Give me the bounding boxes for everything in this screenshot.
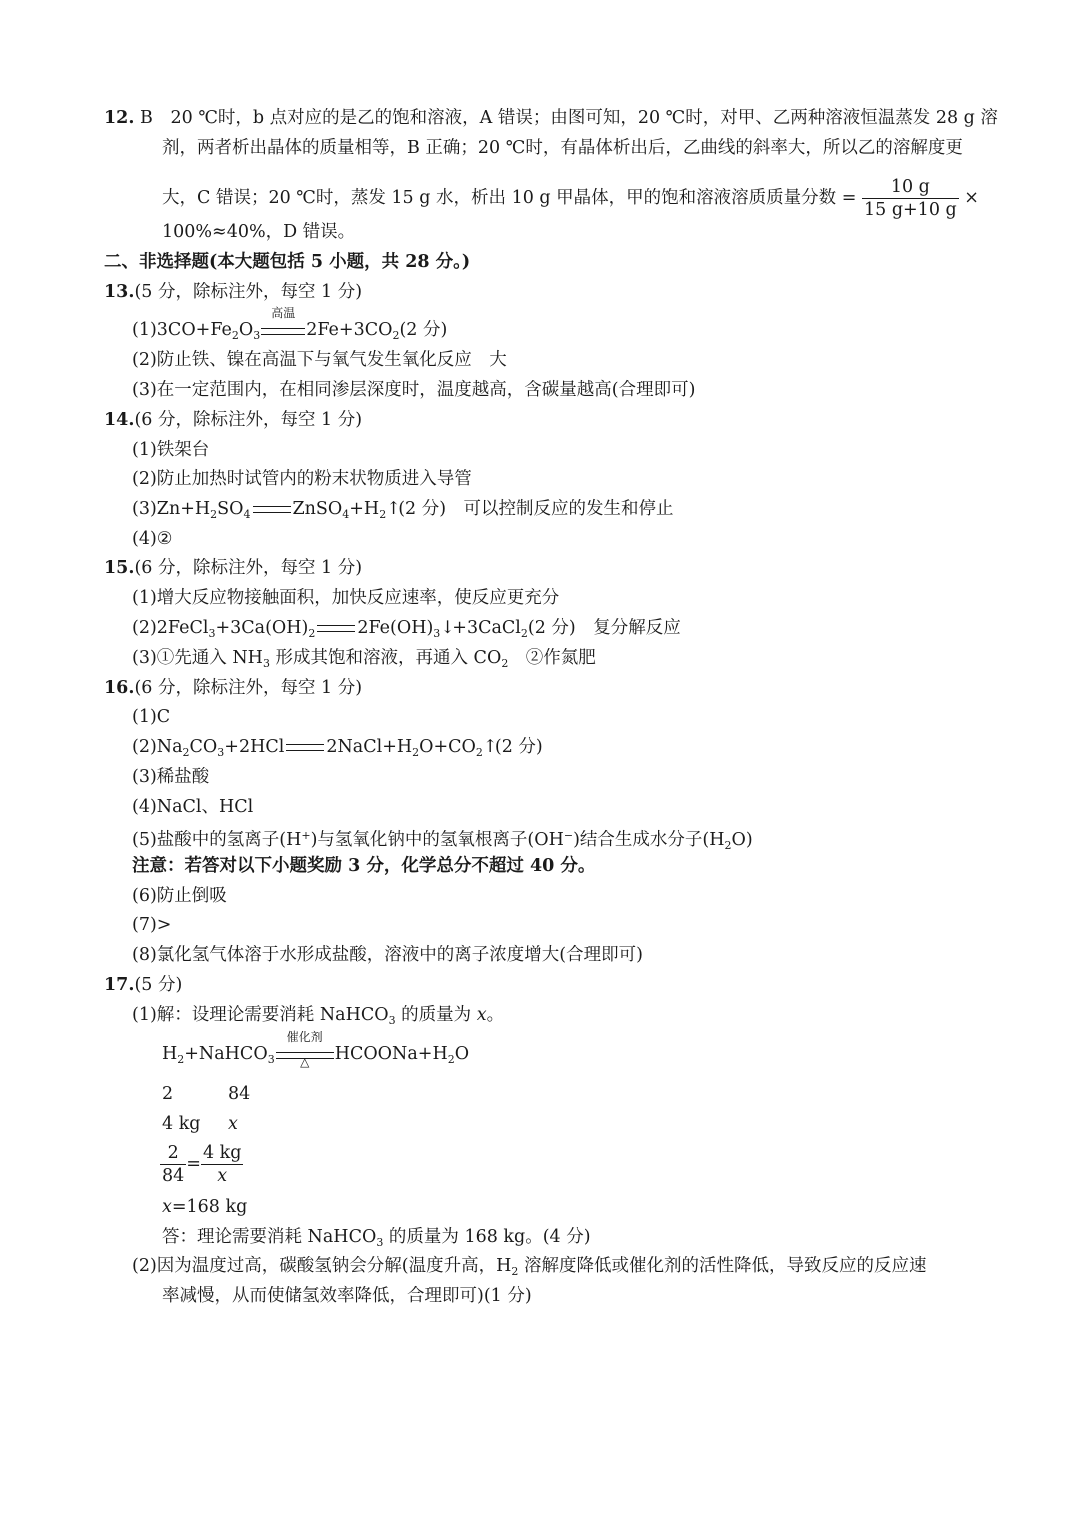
subscript: 2 xyxy=(210,508,218,521)
q15-a3-tail: ②作氮肥 xyxy=(508,648,596,668)
subscript: 3 xyxy=(217,746,225,759)
subscript: 2 xyxy=(501,657,509,670)
q14-answer-1: (1)铁架台 xyxy=(132,440,210,460)
q13-header xyxy=(104,280,362,304)
gas-up-arrow-icon: ↑ xyxy=(386,499,401,519)
fraction-numerator: 2 xyxy=(160,1142,186,1165)
q17-eq-text: HCOONa+H xyxy=(334,1044,448,1064)
q17-a2-text: 溶解度降低或催化剂的活性降低，导致反应的反应速 xyxy=(518,1256,927,1276)
q13-number: 13. xyxy=(104,282,135,302)
q15-a2-text: +3CaCl xyxy=(452,618,521,638)
q15-number: 15. xyxy=(104,558,135,578)
q13-a1-text: (1)3CO+Fe xyxy=(132,320,232,340)
q12-answer: B xyxy=(140,108,153,128)
q12-line3 xyxy=(162,176,979,221)
q15-a2-tail: (2 分) 复分解反应 xyxy=(527,618,681,638)
q16-answer-6: (6)防止倒吸 xyxy=(132,886,227,906)
subscript: 2 xyxy=(511,1265,519,1278)
q17-a2-text: (2)因为温度过高，碳酸氢钠会分解(温度升高，H xyxy=(132,1256,512,1276)
q17-a1-text: 。 xyxy=(486,1005,505,1025)
heating-symbol: △ xyxy=(300,1054,310,1069)
q14-answer-3 xyxy=(132,497,674,527)
q17-score-note: (5 分) xyxy=(134,975,183,995)
section-heading: 二、非选择题(本大题包括 5 小题，共 28 分。) xyxy=(104,252,471,272)
q14-score-note: (6 分，除标注外，每空 1 分) xyxy=(134,410,363,430)
q17-result-value: =168 kg xyxy=(171,1197,248,1217)
q14-a3-tail: (2 分) 可以控制反应的发生和停止 xyxy=(398,499,674,519)
q14-a3-text: (3)Zn+H xyxy=(132,499,211,519)
q13-a1-text: 2Fe+3CO xyxy=(306,320,393,340)
q14-a3-text: +H xyxy=(349,499,380,519)
q15-answer-3 xyxy=(132,646,596,676)
q17-fraction-1 xyxy=(160,1142,186,1187)
subscript: 2 xyxy=(724,839,732,852)
q15-a3-text: 形成其饱和溶液，再通入 CO xyxy=(269,648,502,668)
q16-number: 16. xyxy=(104,678,135,698)
fraction-numerator: 4 kg xyxy=(202,1143,242,1163)
q17-ratio-value: 4 kg xyxy=(162,1114,201,1134)
q16-answer-1: (1)C xyxy=(132,707,171,727)
q17-eq-text: +NaHCO xyxy=(184,1044,268,1064)
superscript: − xyxy=(563,829,574,842)
q14-header xyxy=(104,408,362,432)
q16-answer-5 xyxy=(132,824,753,858)
q17-result xyxy=(162,1195,247,1219)
q16-a5-text: O) xyxy=(731,830,753,850)
gas-up-arrow-icon: ↑ xyxy=(482,737,498,757)
q16-a2-score: (2 分) xyxy=(494,737,543,757)
subscript: 3 xyxy=(388,1014,396,1027)
variable-x: x xyxy=(228,1114,238,1134)
double-line-equals xyxy=(286,744,324,751)
q17-ratio-value: 84 xyxy=(228,1084,251,1104)
q17-ratio-row-2 xyxy=(162,1112,238,1136)
q13-score-note: (5 分，除标注外，每空 1 分) xyxy=(134,282,363,302)
variable-x: x xyxy=(476,1005,487,1025)
subscript: 2 xyxy=(177,1053,185,1066)
q15-a2-text: 2Fe(OH) xyxy=(357,618,434,638)
subscript: 2 xyxy=(379,508,387,521)
q14-number: 14. xyxy=(104,410,135,430)
q17-fraction-2 xyxy=(201,1142,244,1187)
q13-answer-3: (3)在一定范围内，在相同渗层深度时，温度越高，含碳量越高(合理即可) xyxy=(132,380,696,400)
q16-a2-text: O+CO xyxy=(419,737,476,757)
reaction-condition-arrow xyxy=(276,1029,334,1069)
q17-a1-text: 的质量为 xyxy=(395,1005,477,1025)
q16-a5-text: (5)盐酸中的氢离子(H xyxy=(132,830,302,850)
q16-a2-text: (2)Na xyxy=(132,737,183,757)
q17-answer-1-intro xyxy=(132,1003,504,1033)
q12-fraction xyxy=(862,176,959,221)
q14-answer-4: (4)② xyxy=(132,529,173,549)
reaction-catalyst: 催化剂 xyxy=(286,1029,323,1044)
equals-sign: = xyxy=(186,1154,201,1174)
q17-ans-text: 的质量为 168 kg。(4 分) xyxy=(383,1227,591,1247)
subscript: 3 xyxy=(267,1053,275,1066)
q16-answer-3: (3)稀盐酸 xyxy=(132,767,210,787)
q15-answer-2 xyxy=(132,616,681,646)
q12-text-3: 大，C 错误；20 ℃时，蒸发 15 g 水，析出 10 g 甲晶体，甲的饱和溶液溶质质量分数 = xyxy=(162,188,857,208)
subscript: 2 xyxy=(520,627,528,640)
subscript: 3 xyxy=(376,1236,384,1249)
q13-answer-2: (2)防止铁、镍在高温下与氧气发生氧化反应 大 xyxy=(132,350,507,370)
q17-ratio-row-1 xyxy=(162,1082,250,1106)
subscript: 2 xyxy=(412,746,420,759)
subscript: 2 xyxy=(231,329,239,342)
q16-a2-text: CO xyxy=(189,737,218,757)
subscript: 2 xyxy=(392,329,400,342)
q17-header xyxy=(104,973,182,997)
q15-a2-text: +3Ca(OH) xyxy=(215,618,309,638)
q13-a1-text: O xyxy=(238,320,254,340)
q12-text-1: 20 ℃时，b 点对应的是乙的饱和溶液，A 错误；由图可知，20 ℃时，对甲、乙两种溶液恒温蒸发 28 g 溶 xyxy=(170,108,998,128)
q17-answer-2-line1 xyxy=(132,1254,926,1284)
q15-header xyxy=(104,556,362,580)
q13-a1-score: (2 分) xyxy=(399,320,448,340)
q17-answer-statement xyxy=(162,1225,591,1255)
subscript: 4 xyxy=(342,508,350,521)
subscript: 2 xyxy=(308,627,316,640)
double-line-equals xyxy=(317,625,355,632)
fraction-denominator: x xyxy=(217,1166,228,1186)
q17-ans-text: 答：理论需要消耗 NaHCO xyxy=(162,1227,377,1247)
q16-bonus-note: 注意：若答对以下小题奖励 3 分，化学总分不超过 40 分。 xyxy=(132,856,596,876)
q16-a5-text: )结合生成水分子(H xyxy=(573,830,725,850)
q17-eq-text: O xyxy=(454,1044,470,1064)
subscript: 2 xyxy=(447,1053,455,1066)
q15-score-note: (6 分，除标注外，每空 1 分) xyxy=(134,558,363,578)
q16-a5-text: )与氢氧化钠中的氢氧根离子(OH xyxy=(310,830,564,850)
subscript: 2 xyxy=(182,746,190,759)
q16-a2-text: 2NaCl+H xyxy=(326,737,413,757)
q17-equation xyxy=(162,1029,470,1072)
subscript: 3 xyxy=(433,627,441,640)
q14-answer-2: (2)防止加热时试管内的粉末状物质进入导管 xyxy=(132,469,472,489)
q12-text-2: 剂，两者析出晶体的质量相等，B 正确；20 ℃时，有晶体析出后，乙曲线的斜率大，所以乙的溶解度更 xyxy=(162,138,963,158)
q12-text-4: 100%≈40%，D 错误。 xyxy=(162,222,356,242)
q14-a3-text: SO xyxy=(217,499,244,519)
subscript: 3 xyxy=(262,657,270,670)
q17-answer-2-line2: 率减慢，从而使储氢效率降低，合理即可)(1 分) xyxy=(162,1286,532,1306)
q12-fraction-denominator: 15 g+10 g xyxy=(863,200,957,220)
reaction-condition: 高温 xyxy=(271,305,296,320)
double-line-equals xyxy=(253,506,291,513)
fraction-denominator: 84 xyxy=(162,1166,185,1186)
q17-a1-text: (1)解：设理论需要消耗 NaHCO xyxy=(132,1005,389,1025)
q16-a2-text: +2HCl xyxy=(224,737,285,757)
q17-ratio-value: 2 xyxy=(162,1084,174,1104)
q16-answer-4: (4)NaCl、HCl xyxy=(132,797,254,817)
reaction-condition-arrow xyxy=(261,305,305,343)
subscript: 3 xyxy=(253,329,261,342)
q15-a2-text: (2)2FeCl xyxy=(132,618,209,638)
precipitate-down-arrow-icon: ↓ xyxy=(440,618,455,638)
subscript: 4 xyxy=(243,508,251,521)
q17-number: 17. xyxy=(104,975,135,995)
variable-x: x xyxy=(162,1197,172,1217)
q16-score-note: (6 分，除标注外，每空 1 分) xyxy=(134,678,363,698)
q12-fraction-numerator: 10 g xyxy=(862,176,959,199)
q16-answer-2 xyxy=(132,735,543,765)
q12-line1 xyxy=(104,106,998,130)
q16-header xyxy=(104,676,362,700)
q17-proportion xyxy=(160,1142,243,1187)
subscript: 3 xyxy=(208,627,216,640)
q12-number: 12. xyxy=(104,108,135,128)
q15-answer-1: (1)增大反应物接触面积，加快反应速率，使反应更充分 xyxy=(132,588,560,608)
q12-times-sign: × xyxy=(964,188,979,208)
q14-a3-text: ZnSO xyxy=(292,499,343,519)
q16-answer-7: (7)> xyxy=(132,915,172,935)
q13-answer-1 xyxy=(132,305,448,348)
superscript: + xyxy=(301,829,311,842)
q15-a3-text: (3)①先通入 NH xyxy=(132,648,263,668)
q16-answer-8: (8)氯化氢气体溶于水形成盐酸，溶液中的离子浓度增大(合理即可) xyxy=(132,945,643,965)
q17-eq-text: H xyxy=(162,1044,178,1064)
subscript: 2 xyxy=(475,746,483,759)
